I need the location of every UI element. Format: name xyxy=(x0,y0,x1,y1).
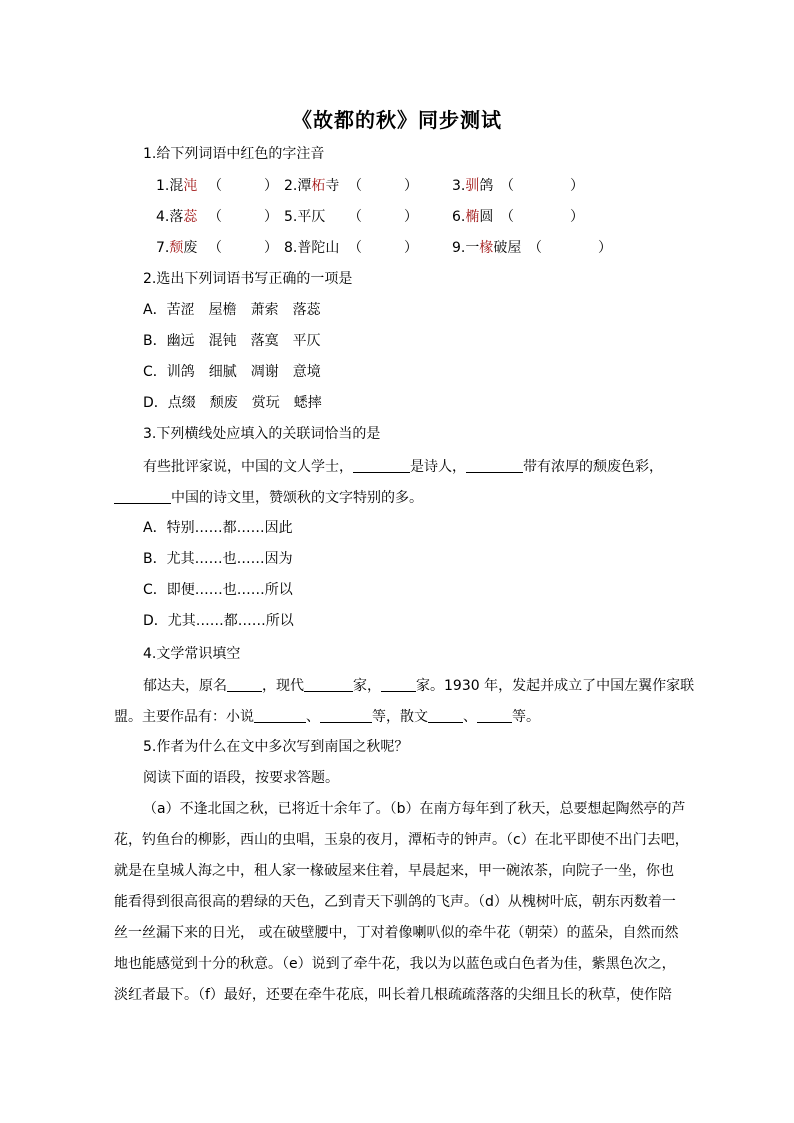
q1-item-2: 2.潭柘寺 xyxy=(284,178,340,194)
passage-line-3: 就是在皇城人海之中，租人家一椽破屋来住着，早晨起来，甲一碗浓茶，向院子一坐，你也 xyxy=(114,863,674,879)
q1-item-4: 4.落蕊 xyxy=(156,209,198,225)
q2-option-d: D．点缀 颓废 赏玩 蟋摔 xyxy=(143,395,322,411)
q1-paren-6: （ ） xyxy=(500,209,584,225)
q1-item-6: 6.椭圆 xyxy=(452,209,494,225)
q4-line-1: 郁达夫，原名 ，现代 家， 家。1930 年，发起并成立了中国左翼作家联 xyxy=(143,678,695,694)
passage-line-7: 淡红者最下。（f）最好，还要在牵牛花底，叫长着几根疏疏落落的尖细且长的秋草，使作陪 xyxy=(114,987,672,1003)
question-5-heading: 5.作者为什么在文中多次写到南国之秋呢？ xyxy=(143,739,409,755)
blank xyxy=(353,458,410,473)
q2-option-c: C．训鸽 细腻 凋谢 意境 xyxy=(143,364,321,380)
blank xyxy=(254,708,306,723)
q2-option-a: A．苦涩 屋檐 萧索 落蕊 xyxy=(143,302,321,318)
q1-item-8: 8.普陀山 xyxy=(284,240,340,256)
q1-item-1: 1.混沌 xyxy=(156,178,198,194)
q3-option-d: D．尤其……都……所以 xyxy=(143,613,294,629)
blank xyxy=(428,708,463,723)
q1-paren-5: （ ） xyxy=(348,209,418,225)
q3-option-a: A．特别……都……因此 xyxy=(143,520,293,536)
question-2-heading: 2.选出下列词语书写正确的一项是 xyxy=(143,271,353,287)
q5-intro: 阅读下面的语段，按要求答题。 xyxy=(143,770,339,786)
blank xyxy=(227,677,262,692)
blank xyxy=(114,489,171,504)
q1-paren-9: （ ） xyxy=(528,240,612,256)
q1-item-7: 7.颓废 xyxy=(156,240,198,256)
q1-paren-8: （ ） xyxy=(348,240,418,256)
q3-paragraph-line-1: 有些批评家说，中国的文人学士， 是诗人， 带有浓厚的颓废色彩， xyxy=(143,459,663,475)
blank xyxy=(477,708,512,723)
q1-paren-4: （ ） xyxy=(208,209,278,225)
q1-item-3: 3.驯鸽 xyxy=(452,178,494,194)
question-4-heading: 4.文学常识填空 xyxy=(143,646,241,662)
passage-line-6: 地也能感觉到十分的秋意。（e）说到了牵牛花，我以为以蓝色或白色者为佳，紫黑色次之， xyxy=(114,956,676,972)
question-1-heading: 1.给下列词语中红色的字注音 xyxy=(143,146,325,162)
q1-paren-3: （ ） xyxy=(500,178,584,194)
q3-paragraph-line-2: 中国的诗文里，赞颂秋的文字特别的多。 xyxy=(114,489,423,506)
blank xyxy=(304,677,353,692)
blank xyxy=(320,708,372,723)
passage-line-4: 能看得到很高很高的碧绿的天色，乙到青天下驯鸽的飞声。（d）从槐树叶底，朝东丙数着一 xyxy=(114,894,676,910)
q1-item-5: 5.平仄 xyxy=(284,209,326,225)
q2-option-b: B．幽远 混钝 落寞 平仄 xyxy=(143,333,321,349)
q1-paren-2: （ ） xyxy=(348,178,418,194)
page-title: 《故都的秋》同步测试 xyxy=(292,108,502,132)
passage-line-2: 花，钓鱼台的柳影，西山的虫唱，玉泉的夜月，潭柘寺的钟声。（c）在北平即使不出门去吧， xyxy=(114,832,689,848)
q3-option-c: C．即便……也……所以 xyxy=(143,582,293,598)
q3-option-b: B．尤其……也……因为 xyxy=(143,551,293,567)
q4-line-2: 盟。主要作品有：小说 、 等，散文 、 等。 xyxy=(114,709,540,725)
passage-line-1: （a）不逢北国之秋，已将近十余年了。（b）在南方每年到了秋天，总要想起陶然亭的芦 xyxy=(143,801,686,817)
blank xyxy=(381,677,416,692)
question-3-heading: 3.下列横线处应填入的关联词恰当的是 xyxy=(143,426,381,442)
q1-paren-7: （ ） xyxy=(208,240,278,256)
q1-item-9: 9.一椽破屋 xyxy=(452,240,522,256)
q1-paren-1: （ ） xyxy=(208,178,278,194)
passage-line-5: 丝一丝漏下来的日光， 或在破壁腰中，丁对着像喇叭似的牵牛花（朝荣）的蓝朵，自然而然 xyxy=(114,925,679,941)
blank xyxy=(466,458,523,473)
